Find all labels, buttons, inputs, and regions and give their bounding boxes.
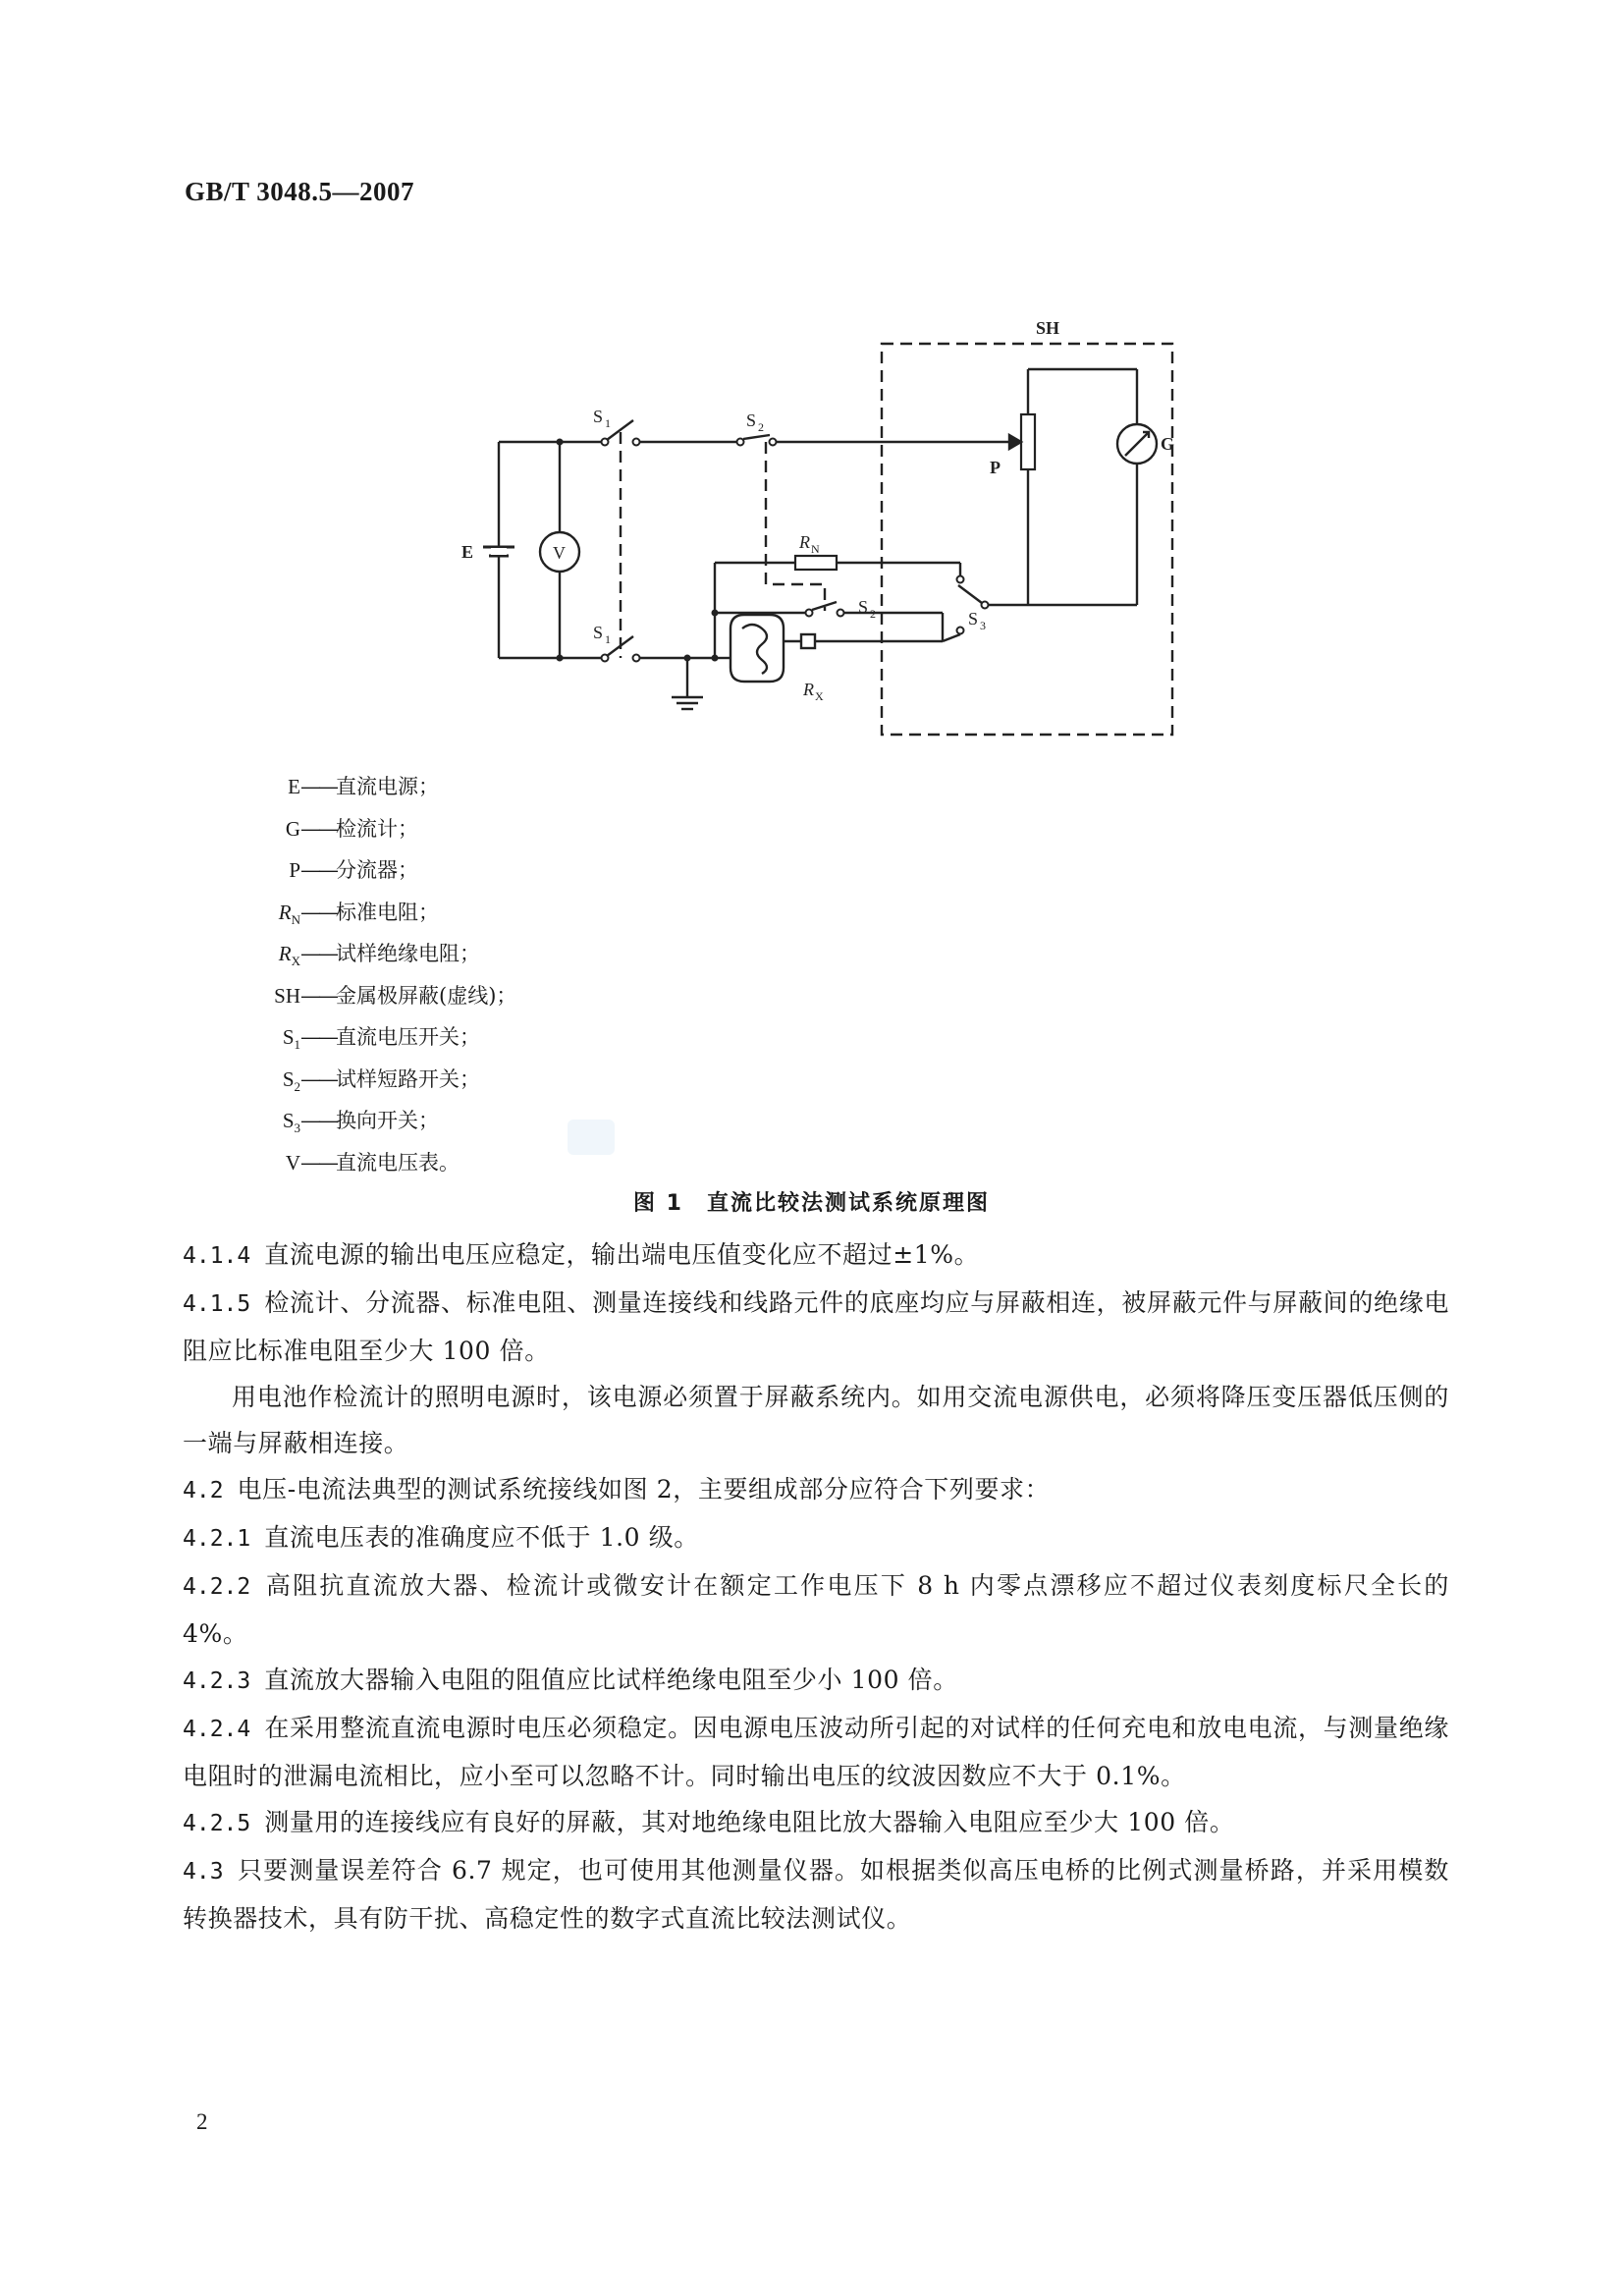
svg-text:X: X: [815, 689, 824, 703]
legend-item: $R_N——$标准电阻；: [278, 900, 439, 927]
label-v: V: [553, 543, 566, 563]
label-s2-top: S: [746, 410, 757, 430]
label-s3: S: [968, 609, 979, 629]
label-s1-bot: S: [593, 623, 604, 642]
clause-4-2-2: 4.2.2 高阻抗直流放大器、检流计或微安计在额定工作电压下 8 h 内零点漂移应不超过仪表刻度标尺全长的 4%。: [183, 1571, 1449, 1648]
clause-4-2-1: 4.2.1 直流电压表的准确度应不低于 1.0 级。: [183, 1523, 699, 1552]
clause-4-2-5: 4.2.5 测量用的连接线应有良好的屏蔽，其对地绝缘电阻比放大器输入电阻应至少大 100 倍。: [183, 1808, 1235, 1836]
legend-item: E——直流电源；: [288, 775, 439, 798]
figure-caption: 图 1 直流比较法测试系统原理图: [633, 1191, 990, 1216]
label-e: E: [461, 542, 474, 562]
label-p: P: [990, 458, 1001, 477]
legend-item: $S_3——$换向开关；: [282, 1109, 439, 1136]
svg-text:1: 1: [605, 416, 611, 430]
svg-text:3: 3: [980, 619, 986, 632]
legend-item: $S_1——$直流电压开关；: [282, 1025, 480, 1053]
svg-text:2: 2: [870, 607, 876, 621]
clause-note: 用电池作检流计的照明电源时，该电源必须置于屏蔽系统内。如用交流电源供电，必须将降压变压器低压侧的一端与屏蔽相连接。: [183, 1383, 1449, 1457]
label-rn: R: [799, 532, 810, 552]
standard-resistor-rn: [795, 556, 837, 570]
legend-item: P——分流器；: [289, 858, 418, 882]
svg-text:2: 2: [758, 420, 764, 434]
clause-4-1-5: 4.1.5 检流计、分流器、标准电阻、测量连接线和线路元件的底座均应与屏蔽相连，被屏蔽元件与屏蔽间的绝缘电阻应比标准电阻至少大 100 倍。: [183, 1288, 1449, 1365]
clause-4-3: 4.3 只要测量误差符合 6.7 规定，也可使用其他测量仪器。如根据类似高压电桥的比例式测量桥路，并采用模数转换器技术，具有防干扰、高稳定性的数字式直流比较法测试仪。: [183, 1856, 1449, 1933]
label-sh: SH: [1036, 318, 1060, 338]
circuit-diagram: [432, 304, 1208, 746]
label-s2-mid: S: [858, 597, 869, 617]
page-number: 2: [196, 2109, 208, 2134]
clause-4-2-3: 4.2.3 直流放大器输入电阻的阻值应比试样绝缘电阻至少小 100 倍。: [183, 1666, 958, 1694]
label-rx: R: [803, 680, 814, 699]
svg-text:N: N: [811, 542, 820, 556]
standard-code: GB/T 3048.5—2007: [185, 177, 415, 206]
legend-item: G——检流计；: [285, 816, 418, 841]
clause-4-2: 4.2 电压-电流法典型的测试系统接线如图 2，主要组成部分应符合下列要求：: [183, 1475, 1051, 1503]
clause-4-1-4: 4.1.4 直流电源的输出电压应稳定，输出端电压值变化应不超过±1%。: [183, 1240, 980, 1269]
body-text: [183, 1231, 1449, 1941]
svg-text:1: 1: [605, 632, 611, 646]
figure-legend: [196, 766, 687, 1183]
clause-4-2-4: 4.2.4 在采用整流直流电源时电压必须稳定。因电源电压波动所引起的对试样的任何充电和放电电流，与测量绝缘电阻时的泄漏电流相比，应小至可以忽略不计。同时输出电压的纹波因数应不大于 0.1%。: [183, 1714, 1449, 1790]
legend-item: $S_2——$试样短路开关；: [282, 1066, 480, 1094]
label-g: G: [1161, 434, 1175, 454]
legend-item: $R_X——$试样绝缘电阻；: [278, 942, 480, 969]
legend-item: V——直流电压表。: [285, 1150, 460, 1175]
legend-item: SH——金属极屏蔽(虚线)；: [274, 983, 517, 1008]
label-s1-top: S: [593, 407, 604, 426]
